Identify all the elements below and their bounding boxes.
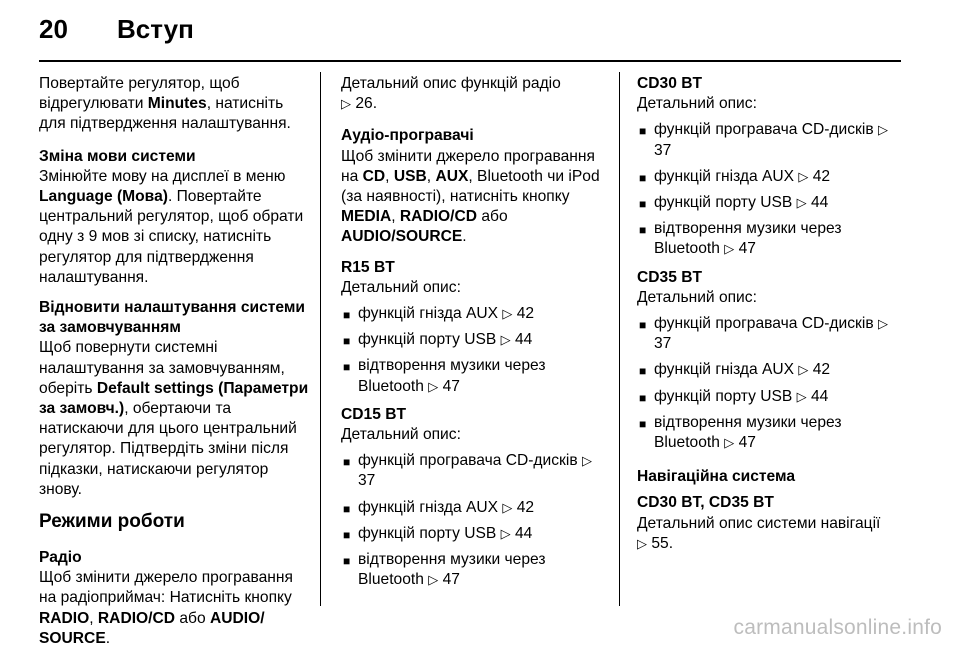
reference-arrow-icon: ▷ [798,362,809,378]
list-item: ■ відтворення музики через Bluetooth ▷ 47 [343,357,546,395]
cd30-section [637,74,905,260]
cd30-list [637,120,905,259]
reference-arrow-icon: ▷ [341,96,351,112]
bullet-square-icon: ■ [639,364,647,379]
list-item: ■ функцій програвача CD-дисків ▷ 37 [639,121,888,159]
audio-text: Щоб змінити джерело програвання на CD, USB, AUX, Bluetooth чи iPod (за наявності), натисніть кнопку MEDIA, RADIO/CD або AUDIO/SOURCE. [341,147,600,246]
audio-heading: Аудіо-програвачі [341,127,474,145]
language-text: Змінюйте мову на дисплеї в меню Language (Мова). Повертайте центральний регулятор, щоб обрати одну з 9 мов зі списку, натисніть регулятор для підтвердження налаштування. [39,167,304,286]
reference-arrow-icon: ▷ [428,378,439,394]
cd35-list [637,314,905,453]
reference-arrow-icon: ▷ [500,525,511,541]
reference-arrow-icon: ▷ [581,453,592,469]
page-header [0,0,960,64]
reference-arrow-icon: ▷ [796,195,807,211]
page-number: 20 [39,14,68,44]
list-item: ■ функцій програвача CD-дисків ▷ 37 [343,452,592,490]
reference-arrow-icon: ▷ [798,168,809,184]
radio-reference: Детальний опис функцій радіо ▷ 26. [341,75,561,113]
navigation-subheading: CD30 BT, CD35 BT [637,494,774,512]
cd30-subheading: Детальний опис: [637,95,757,113]
bullet-square-icon: ■ [343,455,351,470]
bullet-square-icon: ■ [639,390,647,405]
bullet-square-icon: ■ [639,170,647,185]
audio-section [341,126,613,247]
reference-arrow-icon: ▷ [877,122,888,138]
bullet-square-icon: ■ [639,416,647,431]
r15-subheading: Детальний опис: [341,278,461,296]
column-3 [637,74,905,554]
cd35-subheading: Детальний опис: [637,288,757,306]
cd35-heading: CD35 BT [637,268,702,286]
page-title: Вступ [117,14,194,44]
reset-section [39,298,314,500]
list-item: ■ функцій гнізда AUX ▷ 42 [341,498,613,518]
column-divider-1 [320,72,321,606]
bullet-square-icon: ■ [639,223,647,238]
reference-arrow-icon: ▷ [796,388,807,404]
cd15-list [341,451,613,590]
bullet-square-icon: ■ [343,308,351,323]
modes-heading: Режими роботи [39,511,185,533]
list-item: ■ функцій порту USB ▷ 44 [637,387,905,407]
column-divider-2 [619,72,620,606]
reference-arrow-icon: ▷ [724,435,735,451]
list-item: ■ функцій порту USB ▷ 44 [341,330,613,350]
cd15-subheading: Детальний опис: [341,426,461,444]
reset-text: Щоб повернути системні налаштування за замовчуванням, оберіть Default settings (Параметри за замовч.), обертаючи та натискаючи для цього центральний регулятор. Підтвердіть зміни після підказки, натискаючи регулятор знову. [39,339,309,498]
cd35-section [637,268,905,454]
header-rule [39,60,901,62]
navigation-text: Детальний опис системи навігації ▷ 55. [637,514,881,552]
list-item: ■ відтворення музики через Bluetooth ▷ 47 [343,551,546,589]
bullet-square-icon: ■ [639,197,647,212]
watermark: carmanualsonline.info [733,616,942,639]
navigation-heading: Навігаційна система [637,468,795,486]
column-2 [341,74,613,598]
reference-arrow-icon: ▷ [428,572,439,588]
r15-list [341,304,613,397]
bullet-square-icon: ■ [639,124,647,139]
navigation-section [637,467,905,554]
r15-heading: R15 BT [341,258,395,276]
list-item: ■ функцій порту USB ▷ 44 [637,193,905,213]
list-item: ■ функцій програвача CD-дисків ▷ 37 [639,315,888,353]
language-heading: Зміна мови системи [39,147,196,165]
bullet-square-icon: ■ [639,318,647,333]
bullet-square-icon: ■ [343,334,351,349]
reset-heading: Відновити налаштування системи за замовчуванням [39,299,306,337]
language-section [39,147,314,288]
radio-text: Щоб змінити джерело програвання на радіоприймач: Натисніть кнопку RADIO, RADIO/CD або AUDIO/ SOURCE. [39,569,293,647]
cd15-section [341,405,613,591]
list-item: ■ функцій гнізда AUX ▷ 42 [637,360,905,380]
reference-arrow-icon: ▷ [502,306,513,322]
list-item: ■ функцій порту USB ▷ 44 [341,524,613,544]
column-1 [39,74,314,659]
list-item: ■ функцій гнізда AUX ▷ 42 [341,304,613,324]
cd15-heading: CD15 BT [341,405,406,423]
radio-section [39,548,314,649]
bullet-square-icon: ■ [343,554,351,569]
list-item: ■ відтворення музики через Bluetooth ▷ 47 [639,413,842,452]
minutes-paragraph: Повертайте регулятор, щоб відрегулювати Minutes, натисніть для підтвердження налаштування. [39,75,291,133]
reference-arrow-icon: ▷ [877,316,888,332]
bullet-square-icon: ■ [343,360,351,375]
radio-heading: Радіо [39,549,82,567]
reference-arrow-icon: ▷ [637,535,647,551]
r15-section [341,258,613,397]
bullet-square-icon: ■ [343,527,351,542]
cd30-heading: CD30 BT [637,75,702,92]
bullet-square-icon: ■ [343,501,351,516]
reference-arrow-icon: ▷ [500,332,511,348]
list-item: ■ функцій гнізда AUX ▷ 42 [637,167,905,187]
list-item: ■ відтворення музики через Bluetooth ▷ 47 [639,220,842,258]
reference-arrow-icon: ▷ [502,499,513,515]
reference-arrow-icon: ▷ [724,241,735,257]
